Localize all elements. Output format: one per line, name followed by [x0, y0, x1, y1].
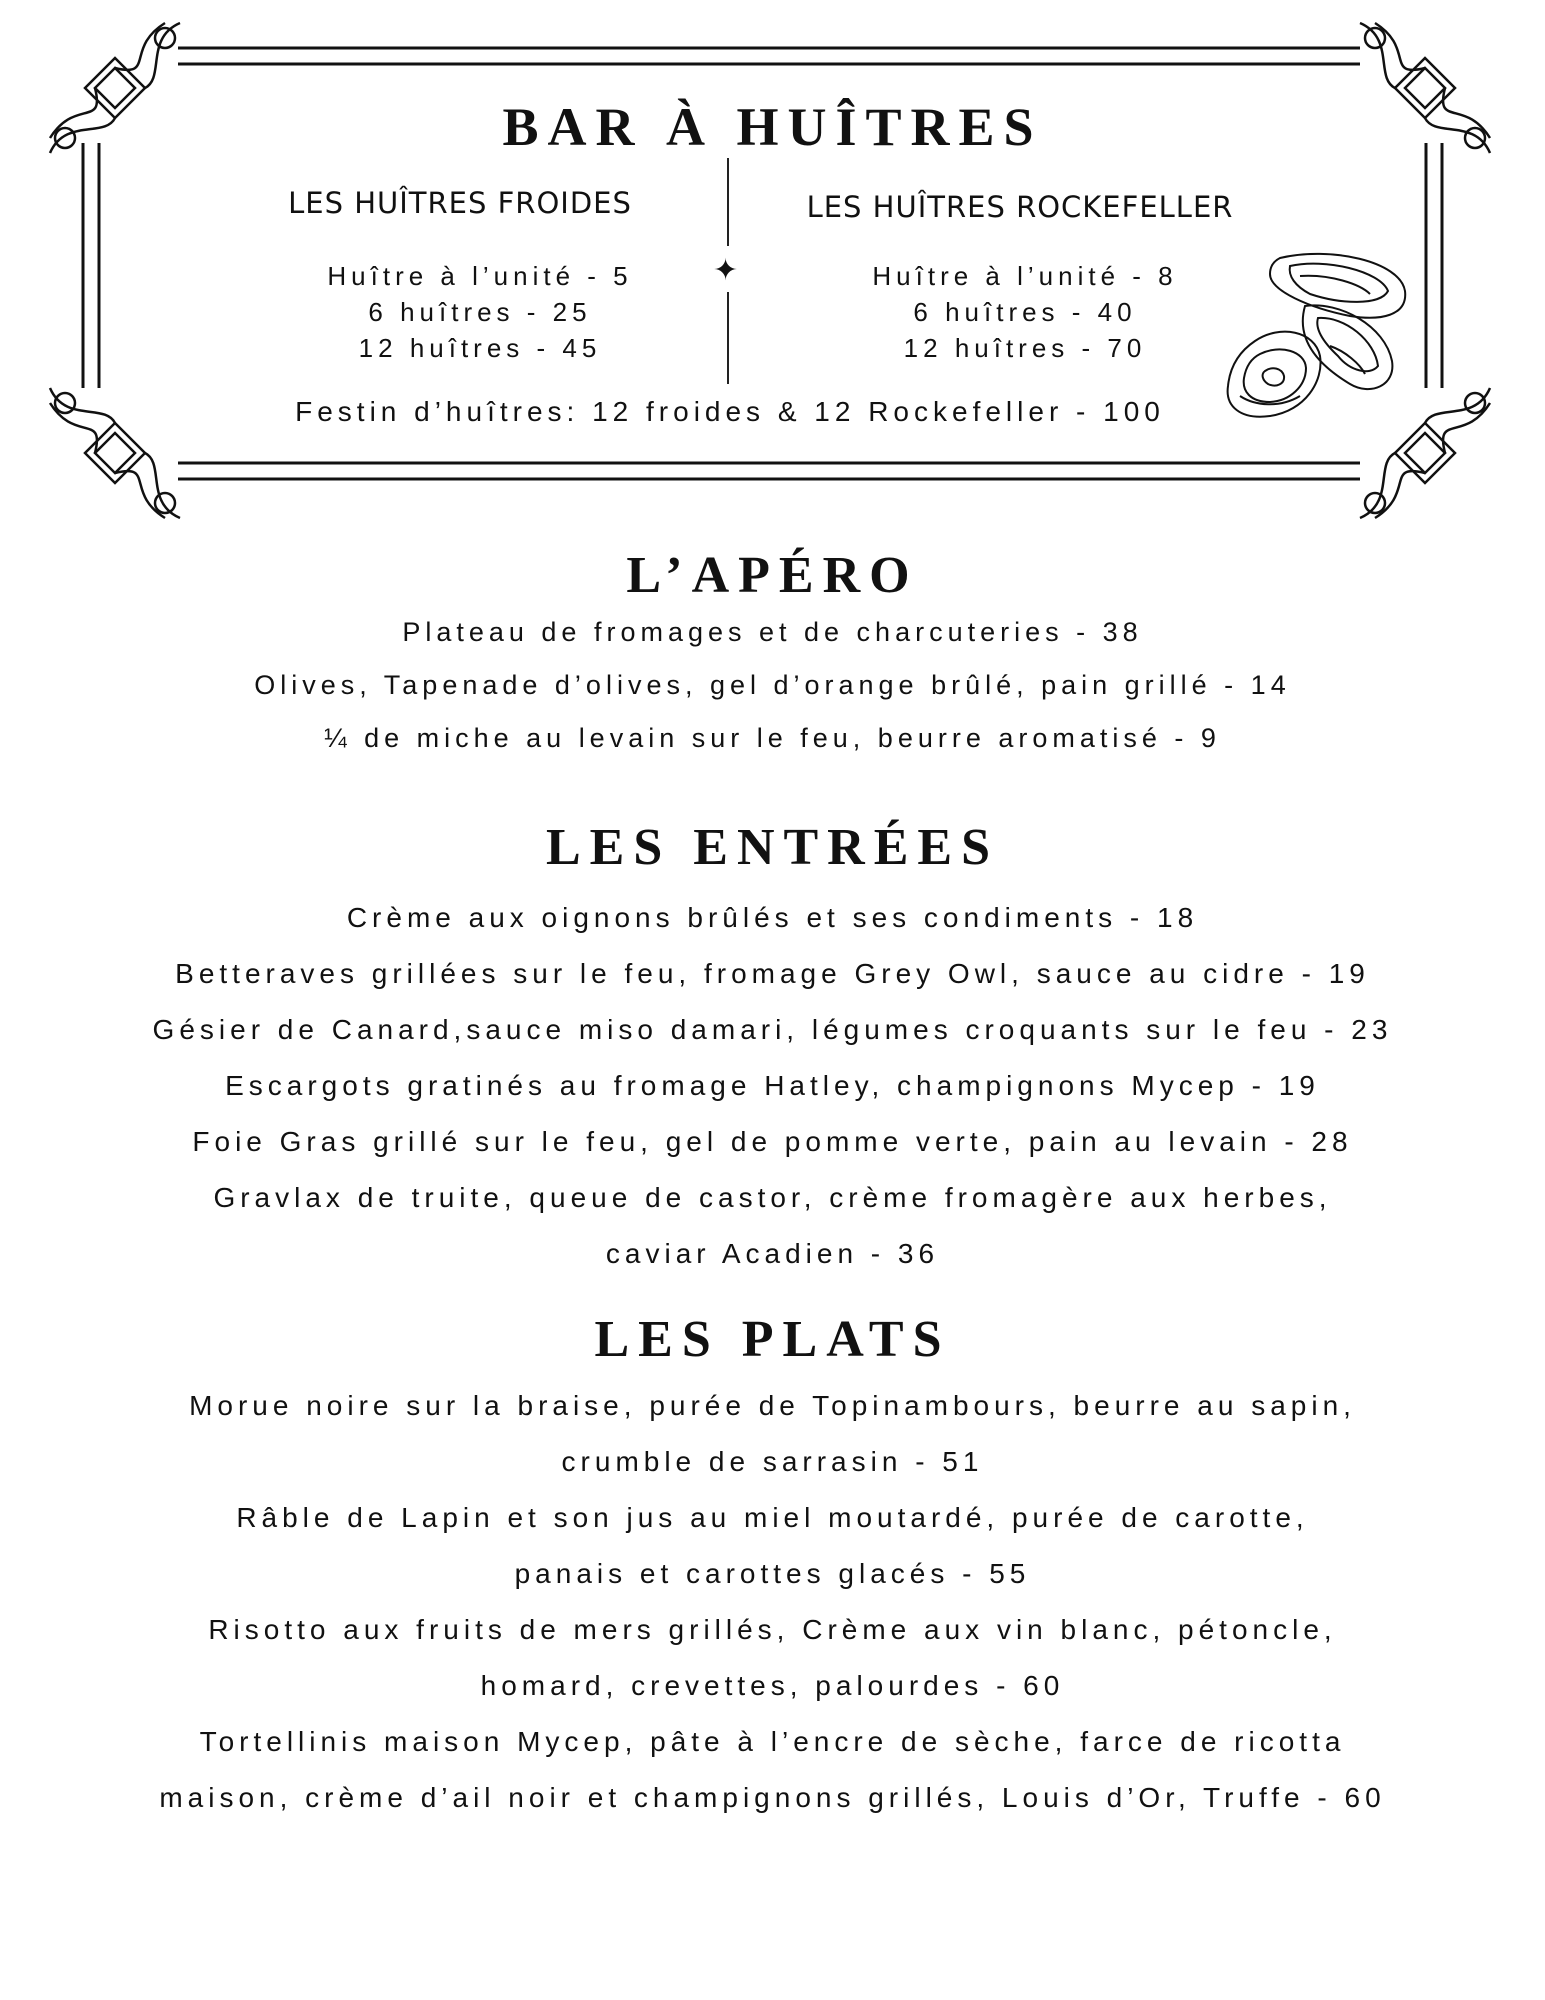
menu-item: Morue noire sur la braise, purée de Topinambours, beurre au sapin,: [189, 1390, 1356, 1421]
column-divider-top: [727, 158, 729, 246]
menu-item: Tortellinis maison Mycep, pâte à l’encre de sèche, farce de ricotta: [199, 1726, 1346, 1757]
column-divider-bottom: [727, 292, 729, 384]
menu-item: Gésier de Canard,sauce miso damari, légumes croquants sur le feu - 23: [152, 1014, 1393, 1045]
menu-item: homard, crevettes, palourdes - 60: [480, 1670, 1065, 1701]
menu-item: crumble de sarrasin - 51: [561, 1446, 984, 1477]
cold-oysters-title: LES HUÎTRES FROIDES: [288, 186, 632, 220]
plats-list: [0, 1378, 1545, 1826]
list-item: 12 huîtres - 70: [903, 333, 1147, 363]
oyster-bar-title: BAR À HUÎTRES: [502, 97, 1043, 157]
menu-item: ¼ de miche au levain sur le feu, beurre aromatisé - 9: [324, 723, 1221, 753]
menu-item: Olives, Tapenade d’olives, gel d’orange brûlé, pain grillé - 14: [254, 670, 1291, 700]
menu-item: Plateau de fromages et de charcuteries - 38: [402, 617, 1143, 647]
menu-item: Râble de Lapin et son jus au miel moutardé, purée de carotte,: [236, 1502, 1309, 1533]
apero-list: [0, 606, 1545, 765]
rockefeller-oysters-title: LES HUÎTRES ROCKEFELLER: [806, 190, 1234, 224]
menu-item: Gravlax de truite, queue de castor, crème fromagère aux herbes,: [213, 1182, 1332, 1213]
entrees-title: LES ENTRÉES: [545, 819, 1000, 876]
corner-ornament-icon: [45, 383, 185, 523]
plats-title: LES PLATS: [594, 1311, 951, 1368]
cold-oysters-list: [240, 258, 720, 366]
menu-item: Betteraves grillées sur le feu, fromage Grey Owl, sauce au cidre - 19: [175, 958, 1370, 989]
list-item: Huître à l’unité - 5: [327, 261, 633, 291]
rockefeller-oysters-list: [770, 258, 1280, 366]
list-item: 12 huîtres - 45: [358, 333, 602, 363]
menu-item: panais et carottes glacés - 55: [514, 1558, 1031, 1589]
list-item: 6 huîtres - 40: [913, 297, 1137, 327]
menu-item: caviar Acadien - 36: [605, 1238, 940, 1269]
list-item: Huître à l’unité - 8: [872, 261, 1178, 291]
apero-title: L’APÉRO: [626, 547, 919, 604]
menu-item: Escargots gratinés au fromage Hatley, champignons Mycep - 19: [225, 1070, 1320, 1101]
menu-item: Crème aux oignons brûlés et ses condiments - 18: [346, 902, 1199, 933]
festin-offer: Festin d’huîtres: 12 froides & 12 Rockefeller - 100: [295, 396, 1165, 427]
four-point-star-icon: ✦: [713, 254, 739, 287]
menu-item: Risotto aux fruits de mers grillés, Crème aux vin blanc, pétoncle,: [208, 1614, 1337, 1645]
menu-item: maison, crème d’ail noir et champignons grillés, Louis d’Or, Truffe - 60: [159, 1782, 1386, 1813]
entrees-list: [0, 890, 1545, 1282]
list-item: 6 huîtres - 25: [368, 297, 592, 327]
menu-item: Foie Gras grillé sur le feu, gel de pomme verte, pain au levain - 28: [192, 1126, 1353, 1157]
